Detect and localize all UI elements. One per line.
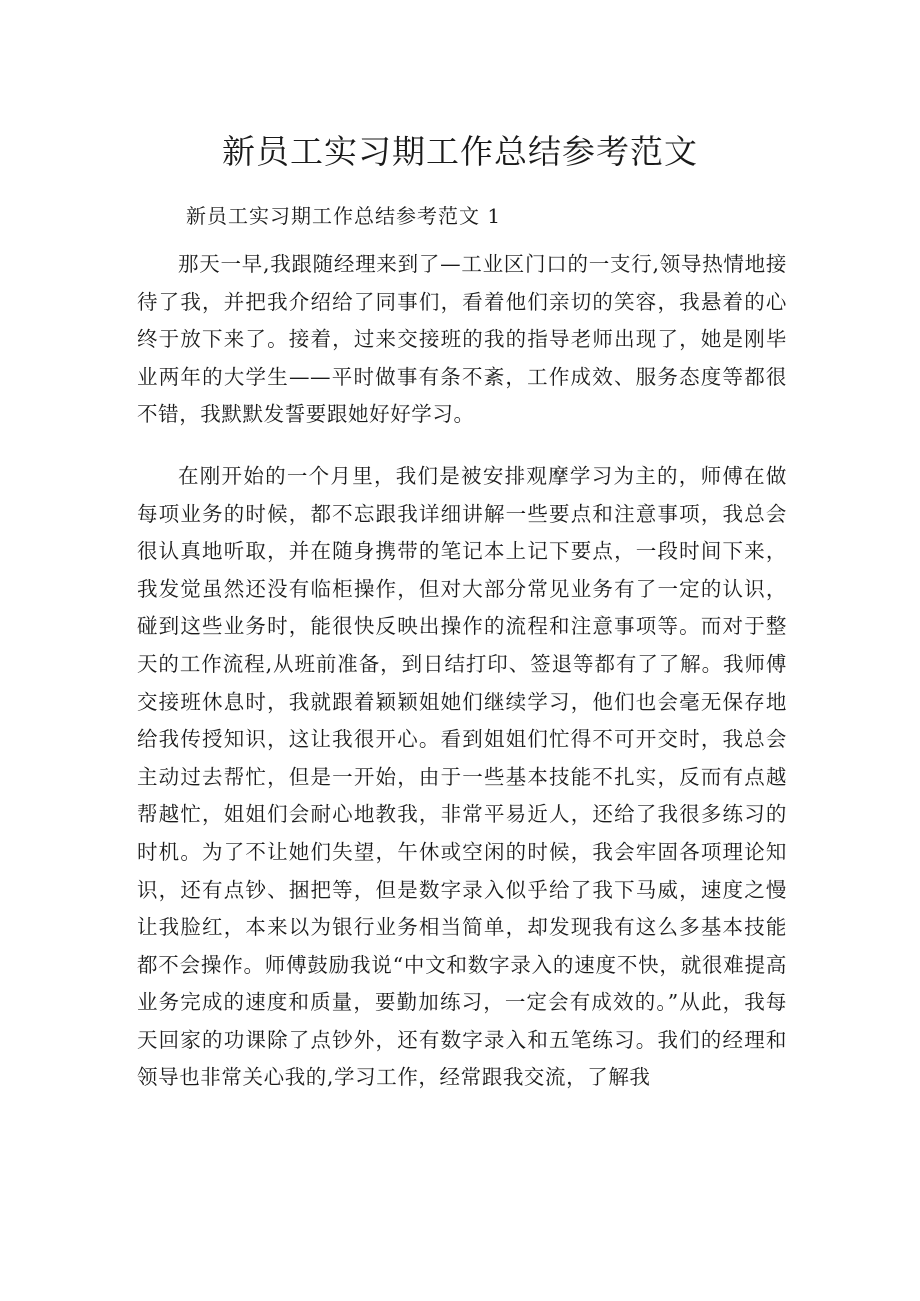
document-subtitle: 新员工实习期工作总结参考范文 1: [186, 204, 502, 228]
document-title: 新员工实习期工作总结参考范文: [222, 132, 698, 171]
paragraph-2: 在刚开始的一个月里，我们是被安排观摩学习为主的，师傅在做每项业务的时候，都不忘跟我详细讲解一些要点和注意事项，我总会很认真地听取，并在随身携带的笔记本上记下要点，一段时间下来，我发觉虽然还没有临柜操作，但对大部分常见业务有了一定的认识，碰到这些业务时，能很快反映出操作的流程和注意事项等。而对于整天的工作流程,从班前准备，到日结打印、签退等都有了了解。我师傅交接班休息时，我就跟着颖颖姐她们继续学习，他们也会毫无保存地给我传授知识，这让我很开心。看到姐姐们忙得不可开交时，我总会主动过去帮忙，但是一开始，由于一些基本技能不扎实，反而有点越帮越忙，姐姐们会耐心地教我，非常平易近人，还给了我很多练习的时机。为了不让她们失望，午休或空闲的时候，我会牢固各项理论知识，还有点钞、捆把等，但是数字录入似乎给了我下马威，速度之慢让我脸红，本来以为银行业务相当简单，却发现我有这么多基本技能都不会操作。师傅鼓励我说“中文和数字录入的速度不快，就很难提高业务完成的速度和质量，要勤加练习，一定会有成效的。”从此，我每天回家的功课除了点钞外，还有数字录入和五笔练习。我们的经理和领导也非常关心我的,学习工作，经常跟我交流，了解我: [137, 463, 787, 1090]
document-body: [137, 246, 787, 1121]
paragraph-1: 那天一早,我跟随经理来到了—工业区门口的一支行,领导热情地接待了我，并把我介绍给了同事们，看着他们亲切的笑容，我悬着的心终于放下来了。接着，过来交接班的我的指导老师出现了，她是刚毕业两年的大学生——平时做事有条不紊，工作成效、服务态度等都很不错，我默默发誓要跟她好好学习。: [137, 252, 787, 427]
